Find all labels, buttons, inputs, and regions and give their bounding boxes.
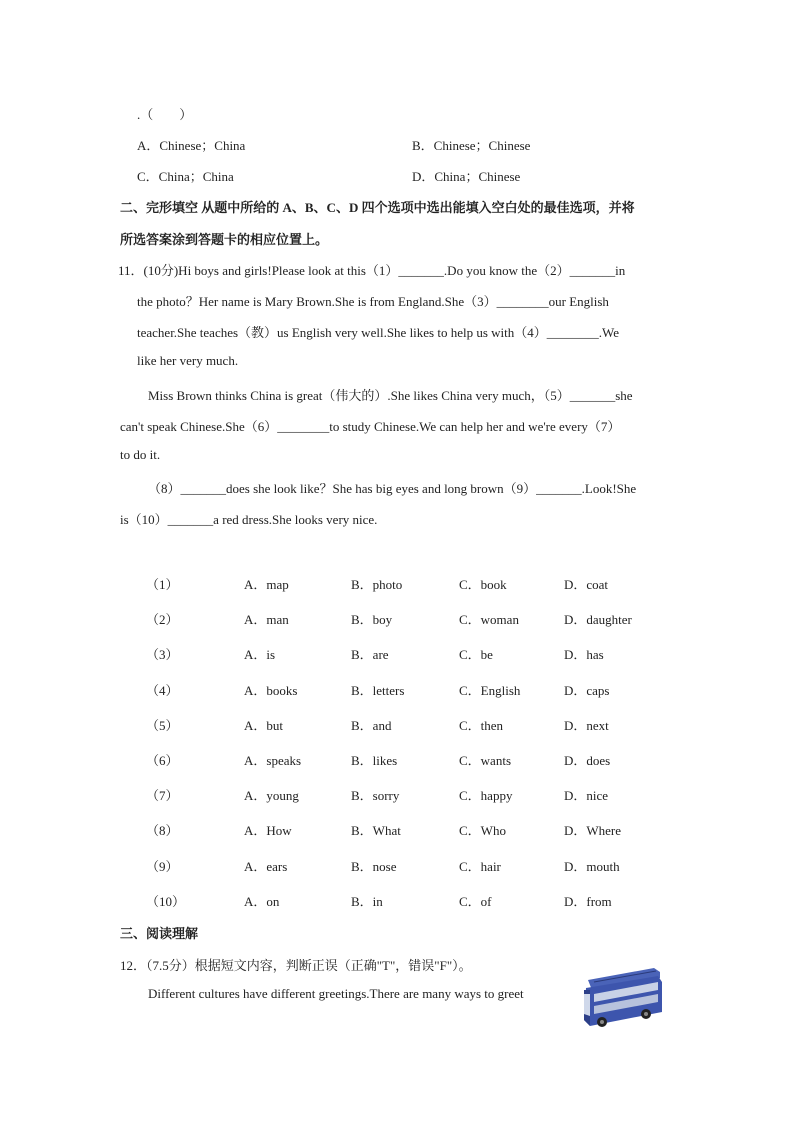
- bus-image: [580, 960, 665, 1034]
- section-heading: 三、阅读理解: [120, 926, 199, 941]
- blank-number: （6）: [146, 753, 179, 768]
- option-a: A．Chinese；China: [137, 138, 246, 153]
- choice-row: [0, 785, 794, 805]
- choice-option-d: D．does: [564, 753, 611, 768]
- choice-option-b: B．letters: [351, 682, 405, 698]
- section-heading-cont: 所选答案涂到答题卡的相应位置上。: [120, 232, 329, 247]
- choice-option-a: A．young: [244, 788, 299, 804]
- choice-option-c: C．happy: [459, 788, 513, 804]
- passage-line: teacher.She teaches（教）us English very well.She likes to help us with（4）________.We: [137, 325, 620, 340]
- choice-option-c: C．hair: [459, 858, 501, 874]
- choice-row: [0, 891, 794, 911]
- blank-number: （9）: [146, 858, 179, 874]
- choice-option-a: A．but: [244, 717, 284, 733]
- choice-option-b: B．boy: [351, 612, 393, 628]
- option-b: B．Chinese；Chinese: [412, 138, 531, 153]
- choice-row: [0, 680, 794, 700]
- choice-option-a: A．map: [244, 577, 289, 592]
- choice-option-c: C．book: [459, 577, 507, 592]
- passage-line: can't speak Chinese.She（6）________to study Chinese.We can help her and we're every（7）: [120, 419, 621, 434]
- choice-option-c: C．be: [459, 647, 493, 663]
- choice-option-d: D．coat: [564, 577, 609, 592]
- choice-row: [0, 820, 794, 840]
- blank-number: （5）: [146, 717, 179, 733]
- choice-option-b: B．sorry: [351, 788, 400, 804]
- choice-option-a: A．speaks: [244, 753, 302, 768]
- passage-line: （8）_______does she look like？She has big eyes and long brown（9）_______.Look!She: [148, 481, 637, 496]
- option-c: C．China；China: [137, 169, 234, 184]
- passage-line: like her very much.: [137, 353, 239, 368]
- choice-option-c: C．woman: [459, 612, 519, 628]
- passage-line: 11．(10分)Hi boys and girls!Please look at this（1）_______.Do you know the（2）_______in: [118, 263, 626, 278]
- blank-number: （8）: [146, 823, 179, 839]
- choice-row: [0, 856, 794, 876]
- choice-option-a: A．ears: [244, 858, 288, 874]
- choice-row: [0, 750, 794, 770]
- choice-option-a: A．books: [244, 682, 298, 698]
- choice-option-d: D．next: [564, 717, 609, 733]
- choice-option-c: C．English: [459, 682, 521, 698]
- choice-option-b: B．What: [351, 823, 401, 839]
- choice-option-b: B．likes: [351, 753, 398, 768]
- passage-line: is（10）_______a red dress.She looks very nice.: [120, 512, 378, 527]
- option-d: D．China；Chinese: [412, 169, 521, 184]
- passage-line: to do it.: [120, 447, 161, 462]
- choice-option-a: A．is: [244, 647, 276, 663]
- blank-number: （1）: [146, 577, 179, 592]
- choice-row: [0, 609, 794, 629]
- blank-number: （3）: [146, 647, 179, 663]
- choice-option-b: B．and: [351, 717, 392, 733]
- choice-option-c: C．wants: [459, 753, 512, 768]
- choice-option-c: C．of: [459, 893, 492, 909]
- choice-option-a: A．man: [244, 612, 289, 628]
- blank-number: （4）: [146, 682, 179, 698]
- passage-line: the photo？Her name is Mary Brown.She is from England.She（3）________our English: [137, 294, 609, 309]
- choice-option-d: D．caps: [564, 682, 610, 698]
- choice-option-d: D．mouth: [564, 858, 620, 874]
- choice-option-b: B．photo: [351, 577, 403, 592]
- question-stem: 12．（7.5分）根据短文内容，判断正误（正确"T"，错误"F"）。: [120, 958, 472, 973]
- choice-option-b: B．are: [351, 647, 389, 663]
- choice-option-b: B．in: [351, 893, 383, 909]
- passage-line: Different cultures have different greetings.There are many ways to greet: [148, 986, 524, 1001]
- choice-option-a: A．How: [244, 823, 292, 839]
- blank-number: （7）: [146, 788, 179, 804]
- choice-option-d: D．Where: [564, 823, 622, 839]
- blank-number: （2）: [146, 612, 179, 628]
- choice-option-d: D．has: [564, 647, 604, 663]
- choice-row: [0, 715, 794, 735]
- choice-option-d: D．from: [564, 893, 612, 909]
- choice-row: [0, 644, 794, 664]
- choice-option-c: C．Who: [459, 823, 506, 839]
- question-stem: .（ ）: [137, 107, 193, 122]
- choice-option-d: D．nice: [564, 788, 609, 804]
- passage-line: Miss Brown thinks China is great（伟大的）.She likes China very much，（5）_______she: [148, 388, 633, 403]
- choice-row: [0, 574, 794, 594]
- choice-option-a: A．on: [244, 893, 280, 909]
- choice-option-d: D．daughter: [564, 612, 632, 628]
- section-heading: 二、完形填空 从题中所给的 A、B、C、D 四个选项中选出能填入空白处的最佳选项，并将: [120, 200, 635, 215]
- blank-number: （10）: [146, 893, 186, 909]
- choice-option-b: B．nose: [351, 858, 397, 874]
- choice-option-c: C．then: [459, 717, 504, 733]
